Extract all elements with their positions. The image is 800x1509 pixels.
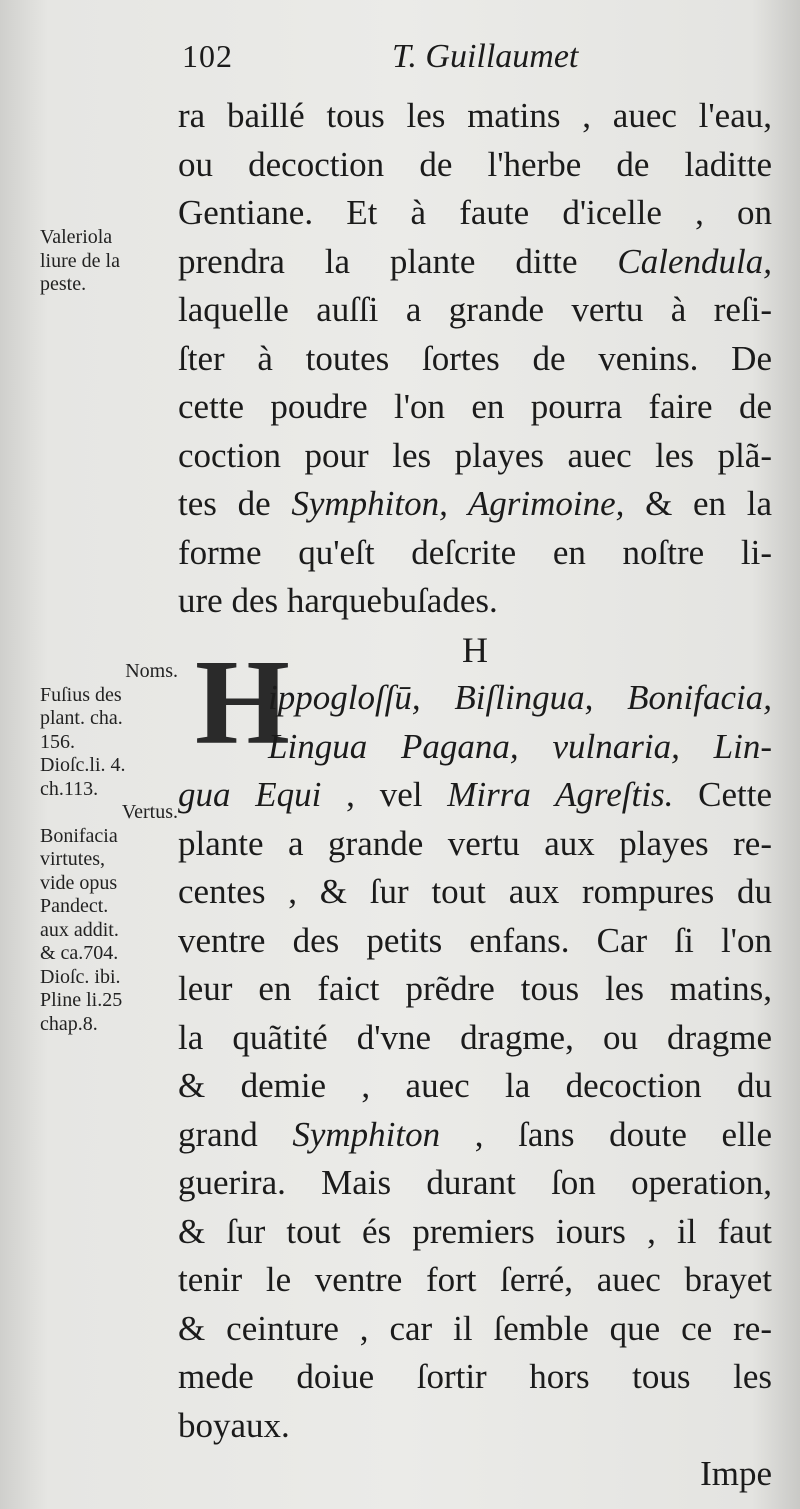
text-line: tenir le ventre fort ſerré, auec brayet xyxy=(178,1260,772,1299)
catchword: Impe xyxy=(700,1454,772,1493)
italic-text: Mirra Agreſtis. xyxy=(447,775,674,814)
text-line: & ceinture , car il ſemble que ce re- xyxy=(178,1308,772,1348)
text-line: guerira. Mais durant ſon operation, xyxy=(178,1163,772,1202)
text-line: & ſur tout és premiers iours , il faut xyxy=(178,1211,772,1251)
text-line: cette poudre l'on en pourra faire de xyxy=(178,387,772,426)
italic-text: Symphiton xyxy=(292,1114,441,1154)
margin-note-line: virtutes, xyxy=(40,848,105,870)
running-head: T. Guillaumet xyxy=(392,38,579,75)
italic-text: gua Equi xyxy=(178,775,322,814)
margin-note-line: Pline li.25 xyxy=(40,989,123,1011)
text-line: forme qu'eſt deſcrite en noſtre li- xyxy=(178,532,772,572)
text-span: Cette xyxy=(673,775,772,814)
text-line: coction pour les playes auec les plã- xyxy=(178,435,772,475)
text-line: centes , & ſur tout aux rompures du xyxy=(178,872,772,911)
dropcap-initial: H xyxy=(195,635,290,770)
margin-note-line: liure de la xyxy=(40,249,120,272)
text-line: ra baillé tous les matins , auec l'eau, xyxy=(178,96,772,135)
italic-text: Calendula, xyxy=(617,241,772,281)
margin-note-line: Pandect. xyxy=(40,895,109,917)
margin-note-line: Vertus. xyxy=(121,801,178,823)
text-span: , vel xyxy=(321,775,448,814)
body-text xyxy=(178,92,772,1499)
italic-text: Lingua Pagana, vulnaria, Lin- xyxy=(268,726,772,766)
text-line xyxy=(178,1111,772,1160)
margin-note-line: & ca.704. xyxy=(40,942,119,964)
text-line: laquelle auſſi a grande vertu à reſi- xyxy=(178,290,772,329)
section-letter: H xyxy=(462,629,488,670)
margin-note-line: aux addit. xyxy=(40,918,119,941)
text-line: & demie , auec la decoction du xyxy=(178,1066,772,1105)
margin-note-line: peste. xyxy=(40,273,87,295)
text-line xyxy=(178,723,772,772)
margin-note-line: vide opus xyxy=(40,871,118,894)
margin-note-line: plant. cha. xyxy=(40,707,123,729)
margin-note-line: Valeriola xyxy=(40,226,113,248)
margin-note-line: chap.8. xyxy=(40,1012,98,1035)
text-line: ou decoction de l'herbe de laditte xyxy=(178,144,772,184)
text-line: la quãtité d'vne dragme, ou dragme xyxy=(178,1017,772,1057)
page-number: 102 xyxy=(182,38,233,74)
text-span: grand xyxy=(178,1114,293,1154)
margin-note-line: 156. xyxy=(40,730,75,753)
margin-note-line: Bonifacia xyxy=(40,824,118,847)
italic-text: ippogloſſū, Biſlingua, Bonifacia, xyxy=(268,678,772,717)
margin-note-line: Fuſius des xyxy=(40,683,122,706)
text-line xyxy=(178,480,772,529)
text-span: tes de xyxy=(178,484,271,523)
text-line: ure des harquebuſades. xyxy=(178,581,498,620)
margin-note-noms xyxy=(40,660,178,1036)
margin-note-line: Noms. xyxy=(125,660,178,682)
text-line xyxy=(178,771,772,820)
margin-note-line: ch.113. xyxy=(40,777,99,800)
text-line: leur en faict prẽdre tous les matins, xyxy=(178,969,772,1008)
text-line: mede doiue ſortir hors tous les xyxy=(178,1357,772,1396)
text-line: boyaux. xyxy=(178,1405,290,1445)
text-line xyxy=(178,674,772,723)
page-header xyxy=(182,38,782,86)
italic-text: Symphiton, Agrimoine, xyxy=(291,484,625,523)
text-span: & en la xyxy=(624,484,772,523)
text-line: ventre des petits enfans. Car ſi l'on xyxy=(178,920,772,960)
margin-note-line: Dioſc. ibi. xyxy=(40,965,121,988)
margin-note-valeriola xyxy=(40,226,178,297)
text-span: , ſans doute elle xyxy=(440,1114,772,1154)
text-line: ſter à toutes ſortes de venins. De xyxy=(178,338,772,378)
text-span: prendra la plante ditte xyxy=(178,241,578,281)
text-line: plante a grande vertu aux playes re- xyxy=(178,823,772,863)
margin-note-line: Dioſc.li. 4. xyxy=(40,754,126,776)
text-line xyxy=(178,238,772,287)
text-line: Gentiane. Et à faute d'icelle , on xyxy=(178,193,772,232)
